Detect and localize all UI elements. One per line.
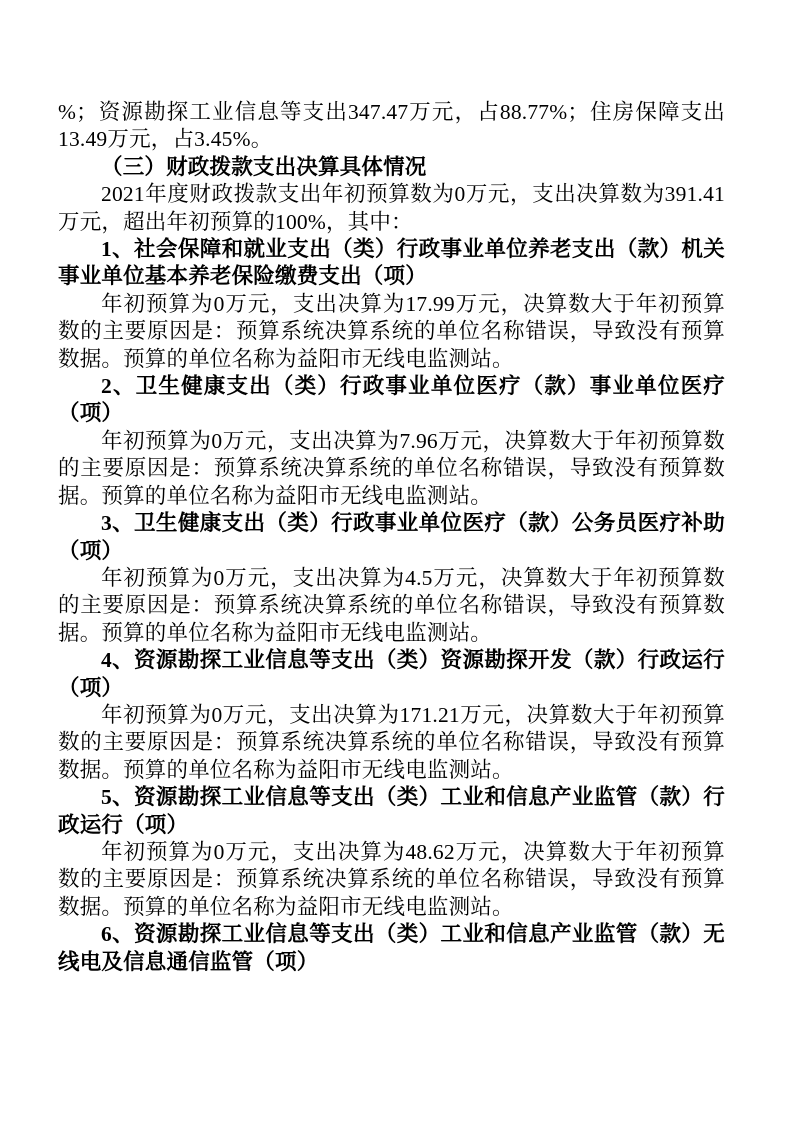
heading-item-5: 5、资源勘探工业信息等支出（类）工业和信息产业监管（款）行政运行（项） <box>58 785 725 837</box>
paragraph-2021-overview: 2021年度财政拨款支出年初预算数为0万元，支出决算数为391.41万元，超出年初预算的100%，其中： <box>58 182 725 234</box>
paragraph-item-1-detail: 年初预算为0万元，支出决算为17.99万元，决算数大于年初预算数的主要原因是：预算系统决算系统的单位名称错误，导致没有预算数据。预算的单位名称为益阳市无线电监测站。 <box>58 291 725 371</box>
heading-item-2: 2、卫生健康支出（类）行政事业单位医疗（款）事业单位医疗（项） <box>58 374 725 426</box>
paragraph-expenditure-share-overflow: %；资源勘探工业信息等支出347.47万元，占88.77%；住房保障支出13.49万元，占3.45%。 <box>58 100 725 152</box>
heading-item-6: 6、资源勘探工业信息等支出（类）工业和信息产业监管（款）无线电及信息通信监管（项） <box>58 922 725 974</box>
heading-item-3: 3、卫生健康支出（类）行政事业单位医疗（款）公务员医疗补助（项） <box>58 511 725 563</box>
heading-item-4: 4、资源勘探工业信息等支出（类）资源勘探开发（款）行政运行（项） <box>58 648 725 700</box>
paragraph-item-4-detail: 年初预算为0万元，支出决算为171.21万元，决算数大于年初预算数的主要原因是：预算系统决算系统的单位名称错误，导致没有预算数据。预算的单位名称为益阳市无线电监测站。 <box>58 702 725 782</box>
paragraph-item-5-detail: 年初预算为0万元，支出决算为48.62万元，决算数大于年初预算数的主要原因是：预算系统决算系统的单位名称错误，导致没有预算数据。预算的单位名称为益阳市无线电监测站。 <box>58 839 725 919</box>
heading-section-three: （三）财政拨款支出决算具体情况 <box>101 154 427 179</box>
document-body <box>58 99 725 976</box>
heading-item-1: 1、社会保障和就业支出（类）行政事业单位养老支出（款）机关事业单位基本养老保险缴费支出（项） <box>58 237 725 289</box>
paragraph-item-3-detail: 年初预算为0万元，支出决算为4.5万元，决算数大于年初预算数的主要原因是：预算系统决算系统的单位名称错误，导致没有预算数据。预算的单位名称为益阳市无线电监测站。 <box>58 565 725 645</box>
paragraph-item-2-detail: 年初预算为0万元，支出决算为7.96万元，决算数大于年初预算数的主要原因是：预算系统决算系统的单位名称错误，导致没有预算数据。预算的单位名称为益阳市无线电监测站。 <box>58 428 725 508</box>
